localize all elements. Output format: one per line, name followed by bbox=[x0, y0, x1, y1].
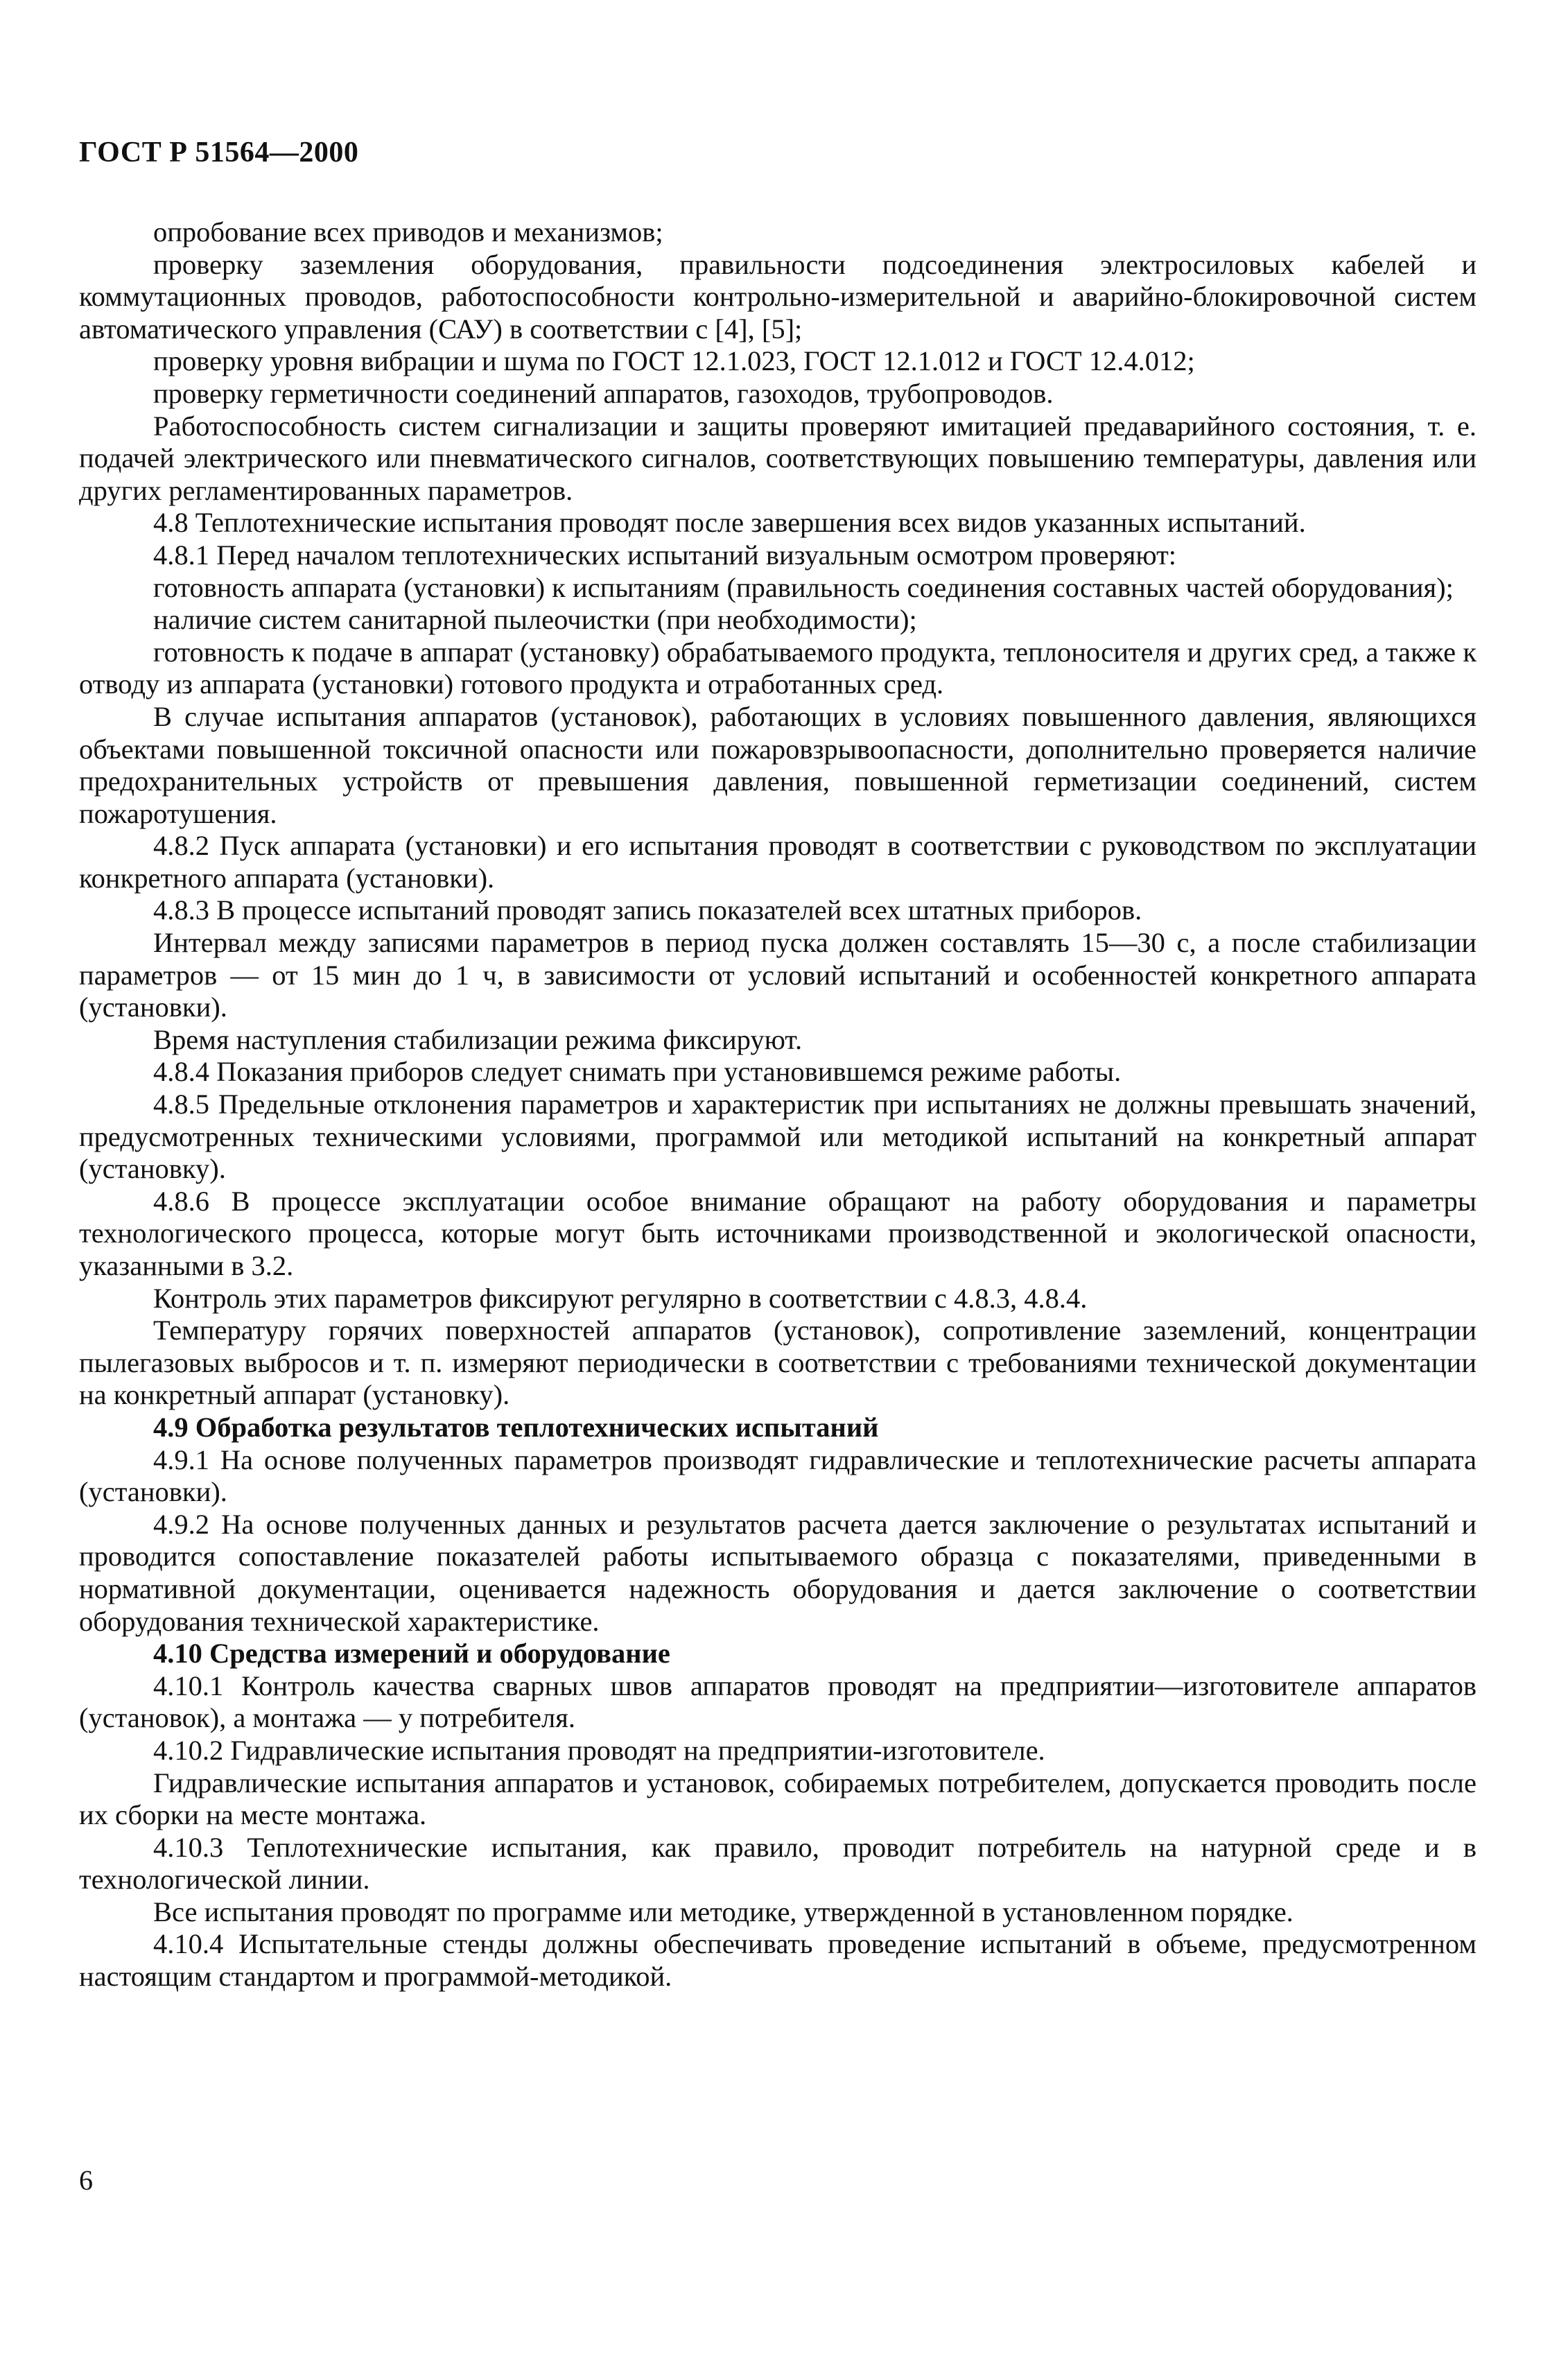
paragraph: 4.8.6 В процессе эксплуатации особое внимание обращают на работу оборудования и параметры технологического процесса, которые могут быть источниками производственной и экологической опасности, указанными в 3.2. bbox=[79, 1185, 1476, 1281]
paragraph: 4.10.4 Испытательные стенды должны обеспечивать проведение испытаний в объеме, предусмотренном настоящим стандартом и программой-методикой. bbox=[79, 1928, 1476, 1993]
document-body bbox=[79, 216, 1476, 1993]
paragraph: 4.9.2 На основе полученных данных и результатов расчета дается заключение о результатах испытаний и проводится сопоставление показателей работы испытываемого образца с показателями, приведенными в нормативной документации, оценивается надежность оборудования и дается заключение о соответствии оборудования технической характеристике. bbox=[79, 1508, 1476, 1637]
paragraph: Гидравлические испытания аппаратов и установок, собираемых потребителем, допускается проводить после их сборки на месте монтажа. bbox=[79, 1767, 1476, 1831]
paragraph: 4.8.4 Показания приборов следует снимать при установившемся режиме работы. bbox=[153, 1056, 1122, 1088]
page-number: 6 bbox=[79, 2165, 93, 2196]
paragraph: 4.8.1 Перед началом теплотехнических испытаний визуальным осмотром проверяют: bbox=[153, 539, 1177, 571]
section-heading: 4.10 Средства измерений и оборудование bbox=[153, 1638, 670, 1670]
paragraph: наличие систем санитарной пылеочистки (при необходимости); bbox=[153, 604, 917, 636]
paragraph: готовность к подаче в аппарат (установку) обрабатываемого продукта, теплоносителя и других сред, а также к отводу из аппарата (установки) готового продукта и отработанных сред. bbox=[79, 636, 1476, 700]
paragraph: 4.8.2 Пуск аппарата (установки) и его испытания проводят в соответствии с руководством по эксплуатации конкретного аппарата (установки). bbox=[79, 830, 1476, 894]
paragraph: Все испытания проводят по программе или методике, утвержденной в установленном порядке. bbox=[153, 1896, 1293, 1927]
paragraph: проверку заземления оборудования, правильности подсоединения электросиловых кабелей и коммутационных проводов, работоспособности контрольно-измерительной и аварийно-блокировочной систем автоматического управления (САУ) в соответствии с [4], [5]; bbox=[79, 248, 1476, 345]
paragraph: Температуру горячих поверхностей аппаратов (установок), сопротивление заземлений, концентрации пылегазовых выбросов и т. п. измеряют периодически в соответствии с требованиями технической документации на конкретный аппарат (установку). bbox=[79, 1315, 1476, 1411]
paragraph: 4.10.1 Контроль качества сварных швов аппаратов проводят на предприятии—изготовителе аппаратов (установок), а монтажа — у потребителя. bbox=[79, 1670, 1476, 1734]
paragraph: Время наступления стабилизации режима фиксируют. bbox=[153, 1023, 803, 1055]
paragraph: 4.9.1 На основе полученных параметров производят гидравлические и теплотехнические расчеты аппарата (установки). bbox=[79, 1444, 1476, 1508]
paragraph: проверку уровня вибрации и шума по ГОСТ 12.1.023, ГОСТ 12.1.012 и ГОСТ 12.4.012; bbox=[153, 345, 1195, 377]
paragraph: готовность аппарата (установки) к испытаниям (правильность соединения составных частей оборудования); bbox=[153, 571, 1454, 603]
paragraph: 4.10.2 Гидравлические испытания проводят на предприятии-изготовителе. bbox=[153, 1734, 1045, 1766]
paragraph: Работоспособность систем сигнализации и защиты проверяют имитацией предаварийного состояния, т. е. подачей электрического или пневматического сигналов, соответствующих повышению температуры, давления или других регламентированных параметров. bbox=[79, 410, 1476, 506]
document-header: ГОСТ Р 51564—2000 bbox=[79, 137, 359, 168]
section-heading: 4.9 Обработка результатов теплотехнических испытаний bbox=[153, 1411, 879, 1443]
paragraph: 4.8.5 Предельные отклонения параметров и характеристик при испытаниях не должны превышать значений, предусмотренных техническими условиями, программой или методикой испытаний на конкретный аппарат (установку). bbox=[79, 1089, 1476, 1185]
paragraph: опробование всех приводов и механизмов; bbox=[153, 216, 663, 248]
paragraph: 4.8 Теплотехнические испытания проводят после завершения всех видов указанных испытаний. bbox=[153, 507, 1306, 539]
paragraph: 4.10.3 Теплотехнические испытания, как правило, проводит потребитель на натурной среде и в технологической линии. bbox=[79, 1831, 1476, 1896]
paragraph: В случае испытания аппаратов (установок), работающих в условиях повышенного давления, являющихся объектами повышенной токсичной опасности или пожаровзрывоопасности, дополнительно проверяется наличие предохранительных устройств от превышения давления, повышенной герметизации соединений, систем пожаротушения. bbox=[79, 700, 1476, 829]
paragraph: 4.8.3 В процессе испытаний проводят запись показателей всех штатных приборов. bbox=[153, 894, 1142, 926]
paragraph: Контроль этих параметров фиксируют регулярно в соответствии с 4.8.3, 4.8.4. bbox=[153, 1282, 1088, 1314]
paragraph: Интервал между записями параметров в период пуска должен составлять 15—30 с, а после стабилизации параметров — от 15 мин до 1 ч, в зависимости от условий испытаний и особенностей конкретного аппарата (установки). bbox=[79, 927, 1476, 1023]
paragraph: проверку герметичности соединений аппаратов, газоходов, трубопроводов. bbox=[153, 377, 1054, 409]
